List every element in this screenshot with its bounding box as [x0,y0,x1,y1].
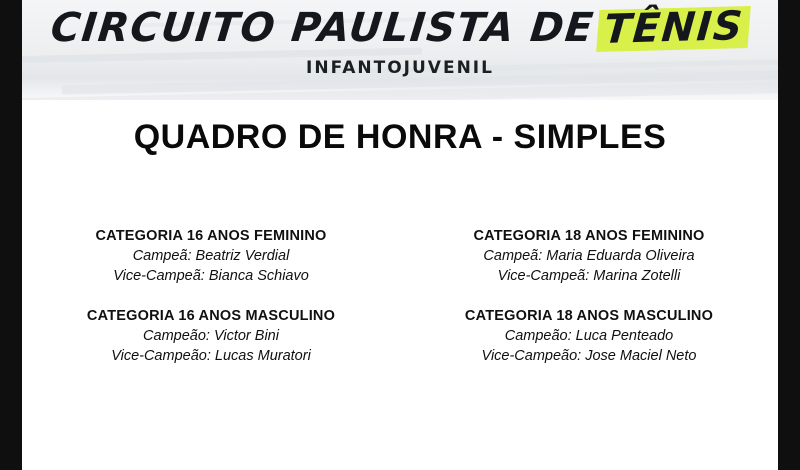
champion-line: Campeã: Beatriz Verdial [132,248,290,264]
category-title: CATEGORIA 18 ANOS FEMININO [473,228,705,244]
right-edge-bar [778,0,800,470]
logo-title-text: CIRCUITO PAULISTA DE [48,5,597,51]
runner-up-line: Vice-Campeão: Jose Maciel Neto [481,347,697,364]
champion-line: Campeão: Victor Bini [143,328,279,345]
category-block [22,308,400,366]
right-column [400,228,778,388]
runner-up-line: Vice-Campeã: Marina Zotelli [497,267,681,284]
logo-subtitle: INFANTOJUVENIL [306,58,494,78]
category-block [22,228,400,286]
left-edge-bar [0,0,22,470]
runner-up-line: Vice-Campeã: Bianca Schiavo [113,267,309,284]
champion-line: Campeão: Luca Penteado [504,328,674,345]
champion-line: Campeã: Maria Eduarda Oliveira [483,248,695,264]
left-column [22,228,400,388]
category-title: CATEGORIA 18 ANOS MASCULINO [464,308,714,325]
category-title: CATEGORIA 16 ANOS FEMININO [95,228,327,244]
logo-highlight-text: TÊNIS [596,6,751,52]
bottom-whitespace [22,400,778,470]
honor-roll-columns [22,228,778,388]
page-title: QUADRO DE HONRA - SIMPLES [133,118,667,156]
category-block [400,308,778,366]
runner-up-line: Vice-Campeão: Lucas Muratori [111,347,311,364]
event-logo [22,3,778,53]
category-title: CATEGORIA 16 ANOS MASCULINO [86,308,336,325]
header-banner [22,0,778,100]
category-block [400,228,778,286]
